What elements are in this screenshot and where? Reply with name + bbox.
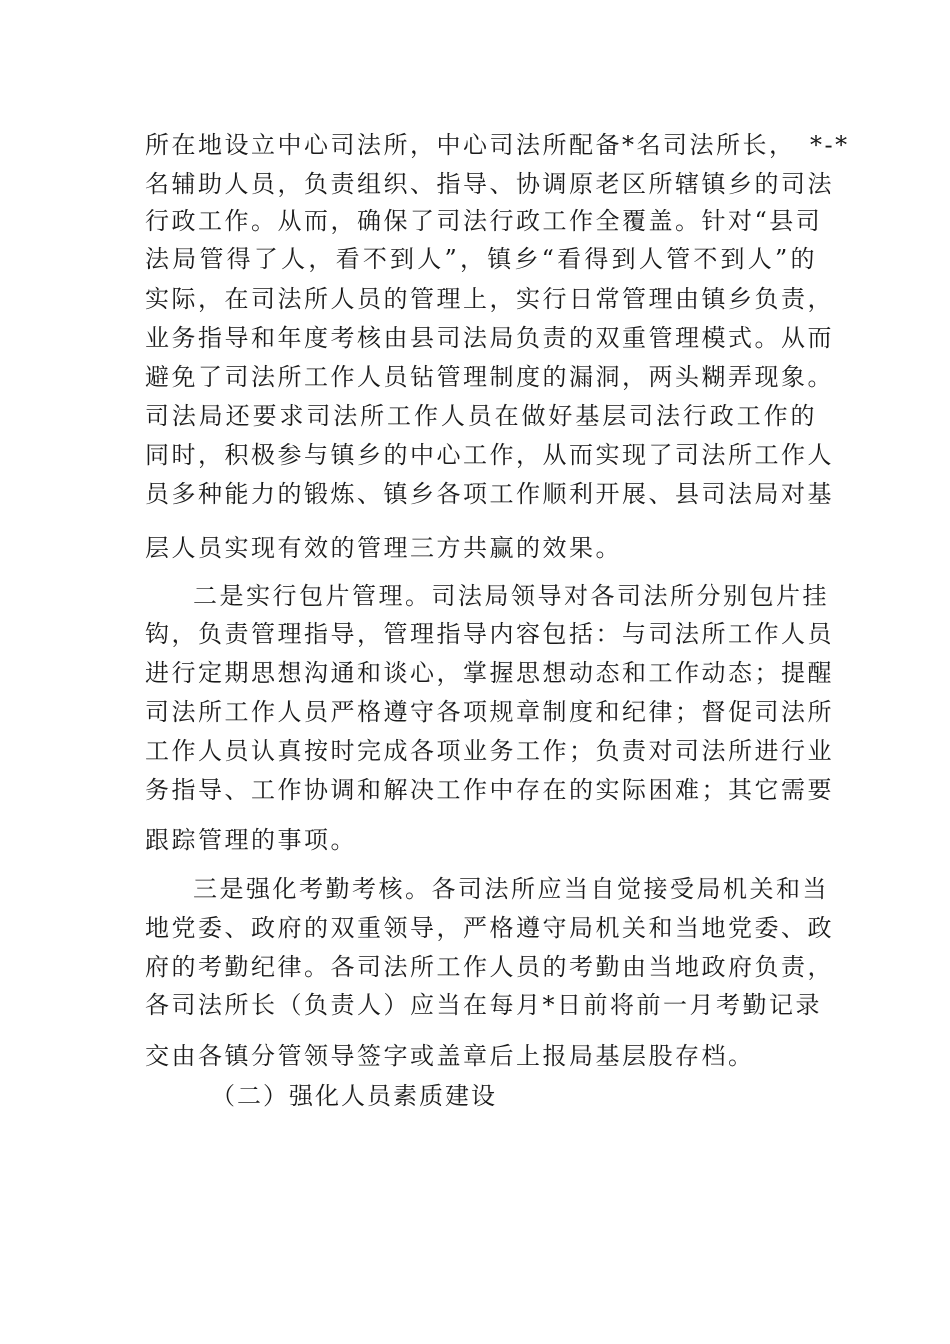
paragraph-line: 交由各镇分管领导签字或盖章后上报局基层股存档。 bbox=[145, 1042, 755, 1070]
paragraph-line: 司法所工作人员严格遵守各项规章制度和纪律；督促司法所 bbox=[145, 698, 834, 726]
paragraph-line: 同时，积极参与镇乡的中心工作，从而实现了司法所工作人 bbox=[145, 441, 834, 469]
paragraph-line: 员多种能力的锻炼、镇乡各项工作顺利开展、县司法局对基 bbox=[145, 480, 834, 508]
paragraph-line: 二是实行包片管理。司法局领导对各司法所分别包片挂 bbox=[193, 582, 829, 610]
paragraph-line: 法局管得了人，看不到人”，镇乡“看得到人管不到人”的 bbox=[145, 245, 817, 273]
paragraph-line: 司法局还要求司法所工作人员在做好基层司法行政工作的 bbox=[145, 402, 817, 430]
paragraph-line: 进行定期思想沟通和谈心，掌握思想动态和工作动态；提醒 bbox=[145, 659, 834, 687]
paragraph-line: 府的考勤纪律。各司法所工作人员的考勤由当地政府负责， bbox=[145, 953, 834, 981]
paragraph-line: 工作人员认真按时完成各项业务工作；负责对司法所进行业 bbox=[145, 737, 834, 765]
paragraph-line: 避免了司法所工作人员钻管理制度的漏洞，两头糊弄现象。 bbox=[145, 363, 834, 391]
paragraph-line: 业务指导和年度考核由县司法局负责的双重管理模式。从而 bbox=[145, 324, 834, 352]
paragraph-line: 层人员实现有效的管理三方共赢的效果。 bbox=[145, 534, 622, 562]
paragraph-line: 实际，在司法所人员的管理上，实行日常管理由镇乡负责， bbox=[145, 285, 834, 313]
paragraph-line: 各司法所长（负责人）应当在每月*日前将前一月考勤记录 bbox=[145, 991, 822, 1019]
paragraph-line: 名辅助人员，负责组织、指导、协调原老区所辖镇乡的司法 bbox=[145, 170, 834, 198]
paragraph-line: 地党委、政府的双重领导，严格遵守局机关和当地党委、政 bbox=[145, 914, 834, 942]
paragraph-line: 行政工作。从而，确保了司法行政工作全覆盖。针对“县司 bbox=[145, 207, 823, 235]
paragraph-line: 钩，负责管理指导，管理指导内容包括：与司法所工作人员 bbox=[145, 620, 834, 648]
paragraph-line: 所在地设立中心司法所，中心司法所配备*名司法所长， *-* bbox=[145, 131, 850, 159]
paragraph-line: 务指导、工作协调和解决工作中存在的实际困难；其它需要 bbox=[145, 776, 834, 804]
section-heading: （二）强化人员素质建设 bbox=[211, 1082, 497, 1110]
paragraph-line: 三是强化考勤考核。各司法所应当自觉接受局机关和当 bbox=[193, 875, 829, 903]
paragraph-line: 跟踪管理的事项。 bbox=[145, 826, 357, 854]
